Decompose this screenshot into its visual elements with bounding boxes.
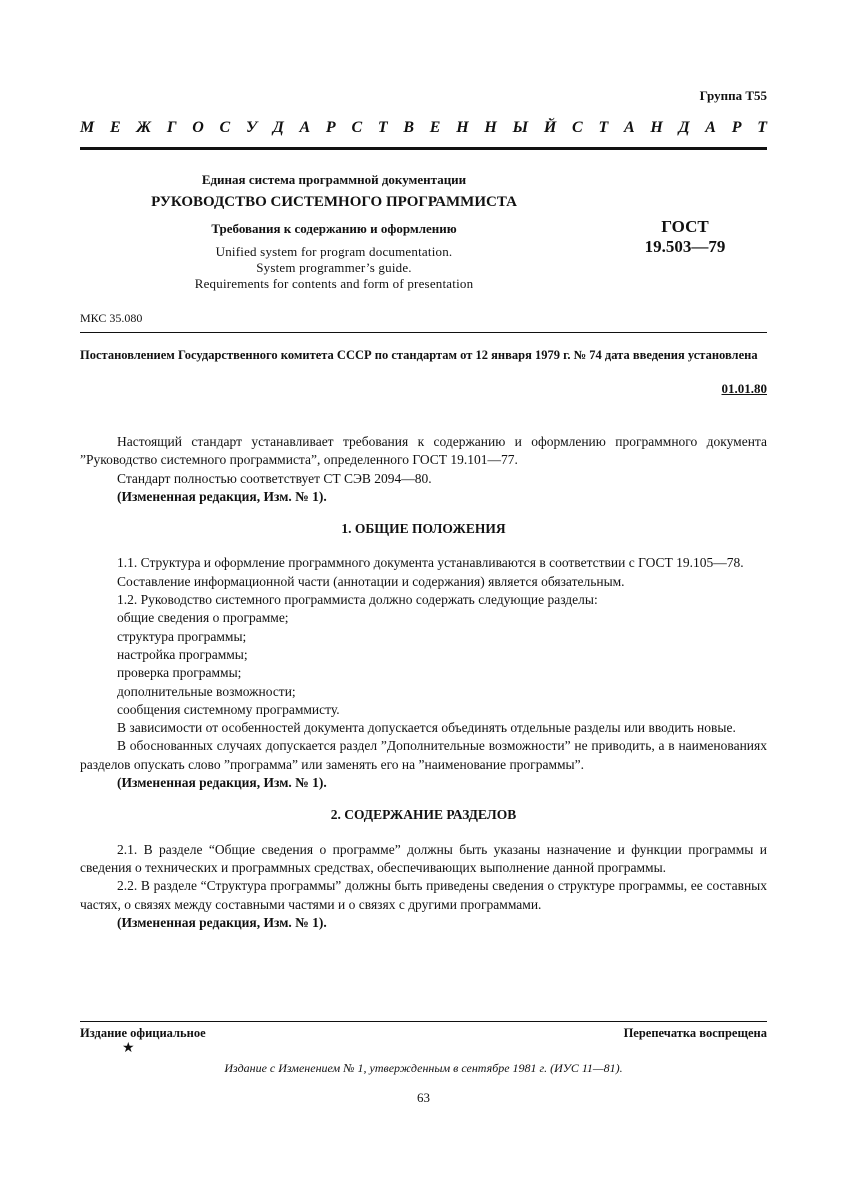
document-subtitle: Требования к содержанию и оформлению [211,221,457,236]
english-title [80,244,588,292]
mks-code: МКС 35.080 [80,311,143,325]
section-2-p1: 2.1. В разделе “Общие сведения о программе” должны быть указаны назначение и функции программы и сведения о технических и программных средствах, обеспечивающих выполнение данной программы. [80,841,767,875]
footer-rule [80,1021,767,1022]
page-number: 63 [417,1090,430,1105]
intro-compliance: Стандарт полностью соответствует СТ СЭВ 2094—80. [117,470,432,486]
section-1-p4: В зависимости от особенностей документа допускается объединять отдельные разделы или вводить новые. [117,720,736,736]
gost-code: 19.503—79 [644,237,726,256]
list-item: структура программы; [117,628,247,644]
gost-label: ГОСТ [661,217,709,236]
english-title-line-3: Requirements for contents and form of presentation [194,276,474,291]
decree-text: Постановлением Государственного комитета СССР по стандартам от 12 января 1979 г. № 74 дата введения установлена [80,348,758,362]
document-title: РУКОВОДСТВО СИСТЕМНОГО ПРОГРАММИСТА [151,194,517,210]
list-item: настройка программы; [117,646,248,662]
standard-banner: М Е Ж Г О С У Д А Р С Т В Е Н Н Ы Й С Т А Н Д А Р Т [80,119,767,136]
section-1-p3: 1.2. Руководство системного программиста должно содержать следующие разделы: [117,592,598,608]
introduction-date: 01.01.80 [721,381,767,396]
section-1-p5: В обоснованных случаях допускается раздел ”Дополнительные возможности” не приводить, а в наименованиях разделов опускать слово ”программа” или заменять его на ”наименование программы”. [80,738,767,772]
document-body [80,433,767,932]
section-2-p2: 2.2. В разделе “Структура программы” должны быть приведены сведения о структуре программы, ее составных частях, о связях между составными частями и о связях с другими программами. [80,878,767,912]
english-title-line-1: Unified system for program documentation. [215,244,453,259]
section-1-p1: 1.1. Структура и оформление программного документа устанавливаются в соответствии с ГОСТ 19.105—78. [117,555,744,571]
system-name: Единая система программной документации [201,172,467,187]
section-2-amendment: (Измененная редакция, Изм. № 1). [117,914,327,930]
section-1-p2: Составление информационной части (аннотации и содержания) является обязательным. [117,573,625,589]
english-title-line-2: System programmer’s guide. [256,260,412,275]
section-1-heading: 1. ОБЩИЕ ПОЛОЖЕНИЯ [341,521,506,537]
group-code: Группа Т55 [699,88,767,103]
reprint-notice: Перепечатка воспрещена [623,1026,767,1040]
header-rule [80,147,767,150]
intro-amendment: (Измененная редакция, Изм. № 1). [117,488,327,504]
intro-paragraph: Настоящий стандарт устанавливает требования к содержанию и оформлению программного документа ”Руководство системного программиста”, определенного ГОСТ 19.101—77. [80,434,767,468]
list-item: общие сведения о программе; [117,610,289,626]
gost-number [620,217,750,257]
meta-rule [80,332,767,333]
list-item: сообщения системному программисту. [117,701,340,717]
star-icon: ★ [122,1041,135,1056]
section-2-heading: 2. СОДЕРЖАНИЕ РАЗДЕЛОВ [330,807,517,823]
list-item: проверка программы; [117,665,242,681]
edition-note: Издание с Изменением № 1, утвержденным в сентябре 1981 г. (ИУС 11—81). [224,1061,623,1075]
list-item: дополнительные возможности; [117,683,296,699]
section-1-amendment: (Измененная редакция, Изм. № 1). [117,775,327,791]
official-edition: Издание официальное [80,1026,206,1040]
